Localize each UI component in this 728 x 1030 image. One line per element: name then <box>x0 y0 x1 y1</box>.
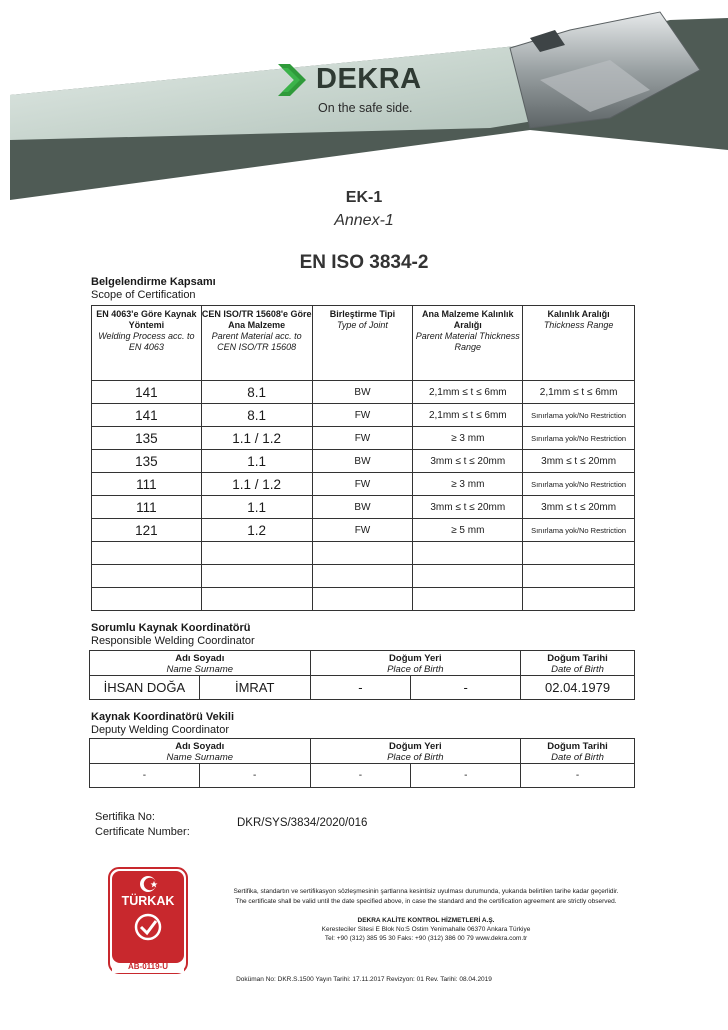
cell-material: 1.1 / 1.2 <box>201 427 312 450</box>
cell-process: 121 <box>92 519 202 542</box>
header-name: Adı Soyadı Name Surname <box>90 739 311 764</box>
responsible-table <box>89 650 635 700</box>
seatbelt-graphic <box>10 0 728 200</box>
table-row-empty <box>92 588 635 611</box>
header-welding-process: EN 4063'e Göre Kaynak Yöntemi Welding Process acc. to EN 4063 <box>92 306 202 381</box>
header-joint-type: Birleştirme Tipi Type of Joint <box>312 306 413 381</box>
turkak-accreditation-mark <box>108 867 188 974</box>
cell-process: 141 <box>92 404 202 427</box>
annex-title-en: Annex-1 <box>334 212 394 229</box>
cell-thickness-range: Sınırlama yok/No Restriction <box>523 404 635 427</box>
cell-thickness-range: Sınırlama yok/No Restriction <box>523 519 635 542</box>
turkak-name: TÜRKAK <box>121 894 175 908</box>
cell-material-thickness: 3mm ≤ t ≤ 20mm <box>413 450 523 473</box>
table-row-empty <box>92 565 635 588</box>
cell-thickness-range: Sınırlama yok/No Restriction <box>523 427 635 450</box>
deputy-title-en: Deputy Welding Coordinator <box>91 724 229 736</box>
cell-joint: BW <box>312 450 413 473</box>
table-row <box>92 404 635 427</box>
header-birth-date: Doğum Tarihi Date of Birth <box>521 651 635 676</box>
table-row <box>92 450 635 473</box>
certificate-label-tr: Sertifika No: <box>95 811 155 823</box>
table-row <box>92 427 635 450</box>
responsible-row <box>90 676 635 700</box>
turkak-code: AB-0119-U <box>127 962 168 971</box>
cell-joint: FW <box>312 404 413 427</box>
footer-address: Keresteciler Sitesi E Blok No:5 Ostim Yenimahalle 06370 Ankara Türkiye <box>321 926 531 933</box>
header-thickness-range: Kalınlık Aralığı Thickness Range <box>523 306 635 381</box>
header-name: Adı Soyadı Name Surname <box>90 651 311 676</box>
cell-material: 8.1 <box>201 381 312 404</box>
cell-thickness-range: 2,1mm ≤ t ≤ 6mm <box>523 381 635 404</box>
cell-joint: BW <box>312 381 413 404</box>
footer-validity-tr: Sertifika, standartın ve sertifikasyon sözleşmesinin şartlarına kesintisiz uyulması durumunda, yukarıda belirtilen tarihe kadar geçerlidir. <box>233 888 619 895</box>
birth-place-b: - <box>411 676 521 700</box>
deputy-header-row <box>90 739 635 764</box>
scope-title-en: Scope of Certification <box>91 289 196 301</box>
header-material-thickness: Ana Malzeme Kalınlık Aralığı Parent Material Thickness Range <box>413 306 523 381</box>
deputy-title-tr: Kaynak Koordinatörü Vekili <box>91 711 235 723</box>
dekra-logo-icon <box>278 64 312 96</box>
scope-table <box>91 305 635 611</box>
cell-thickness-range: Sınırlama yok/No Restriction <box>523 473 635 496</box>
cell-process: 135 <box>92 427 202 450</box>
cell-joint: BW <box>312 496 413 519</box>
cell-process: 111 <box>92 473 202 496</box>
last-name: İMRAT <box>199 676 310 700</box>
deputy-row <box>90 764 635 788</box>
footer-contact: Tel: +90 (312) 385 95 30 Faks: +90 (312) 386 00 79 www.dekra.com.tr <box>324 935 528 942</box>
cell-material-thickness: ≥ 3 mm <box>413 473 523 496</box>
cell-material-thickness: 2,1mm ≤ t ≤ 6mm <box>413 404 523 427</box>
cell-material-thickness: 2,1mm ≤ t ≤ 6mm <box>413 381 523 404</box>
cell-thickness-range: 3mm ≤ t ≤ 20mm <box>523 496 635 519</box>
first-name: - <box>90 764 200 788</box>
first-name: İHSAN DOĞA <box>90 676 200 700</box>
cell-material: 8.1 <box>201 404 312 427</box>
cell-material: 1.1 / 1.2 <box>201 473 312 496</box>
cell-material-thickness: ≥ 3 mm <box>413 427 523 450</box>
certificate-number: DKR/SYS/3834/2020/016 <box>237 817 368 829</box>
responsible-title-tr: Sorumlu Kaynak Koordinatörü <box>91 622 251 634</box>
birth-place-a: - <box>310 676 411 700</box>
header-parent-material: CEN ISO/TR 15608'e Göre Ana Malzeme Parent Material acc. to CEN ISO/TR 15608 <box>201 306 312 381</box>
logo-tagline: On the safe side. <box>318 101 413 115</box>
birth-date: 02.04.1979 <box>521 676 635 700</box>
cell-joint: FW <box>312 427 413 450</box>
certificate-label-en: Certificate Number: <box>95 826 190 838</box>
birth-date: - <box>521 764 635 788</box>
responsible-title-en: Responsible Welding Coordinator <box>91 635 255 647</box>
last-name: - <box>199 764 310 788</box>
table-row <box>92 381 635 404</box>
birth-place-a: - <box>310 764 411 788</box>
header-banner <box>10 0 728 200</box>
standard-title: EN ISO 3834-2 <box>299 252 429 273</box>
cell-thickness-range: 3mm ≤ t ≤ 20mm <box>523 450 635 473</box>
scope-title-tr: Belgelendirme Kapsamı <box>91 276 216 288</box>
cell-material: 1.2 <box>201 519 312 542</box>
cell-material-thickness: ≥ 5 mm <box>413 519 523 542</box>
responsible-header-row <box>90 651 635 676</box>
footer-validity-en: The certificate shall be valid until the date specified above, in case the standard and the certification agreement are strictly observed. <box>235 898 617 905</box>
cell-joint: FW <box>312 473 413 496</box>
cell-process: 141 <box>92 381 202 404</box>
footer-document-info: Doküman No: DKR.S.1500 Yayın Tarihi: 17.11.2017 Revizyon: 01 Rev. Tarihi: 08.04.2019 <box>236 976 492 983</box>
table-row <box>92 496 635 519</box>
annex-title-tr: EK-1 <box>345 189 383 206</box>
header-birth-place: Doğum Yeri Place of Birth <box>310 739 521 764</box>
cell-process: 135 <box>92 450 202 473</box>
cell-material-thickness: 3mm ≤ t ≤ 20mm <box>413 496 523 519</box>
cell-joint: FW <box>312 519 413 542</box>
header-birth-date: Doğum Tarihi Date of Birth <box>521 739 635 764</box>
table-row <box>92 519 635 542</box>
deputy-table <box>89 738 635 788</box>
scope-header-row <box>92 306 635 381</box>
table-row <box>92 473 635 496</box>
table-row-empty <box>92 542 635 565</box>
logo-text: DEKRA <box>316 63 422 95</box>
cell-material: 1.1 <box>201 496 312 519</box>
cell-process: 111 <box>92 496 202 519</box>
header-birth-place: Doğum Yeri Place of Birth <box>310 651 521 676</box>
birth-place-b: - <box>411 764 521 788</box>
cell-material: 1.1 <box>201 450 312 473</box>
footer-company: DEKRA KALİTE KONTROL HİZMETLERİ A.Ş. <box>357 917 495 924</box>
